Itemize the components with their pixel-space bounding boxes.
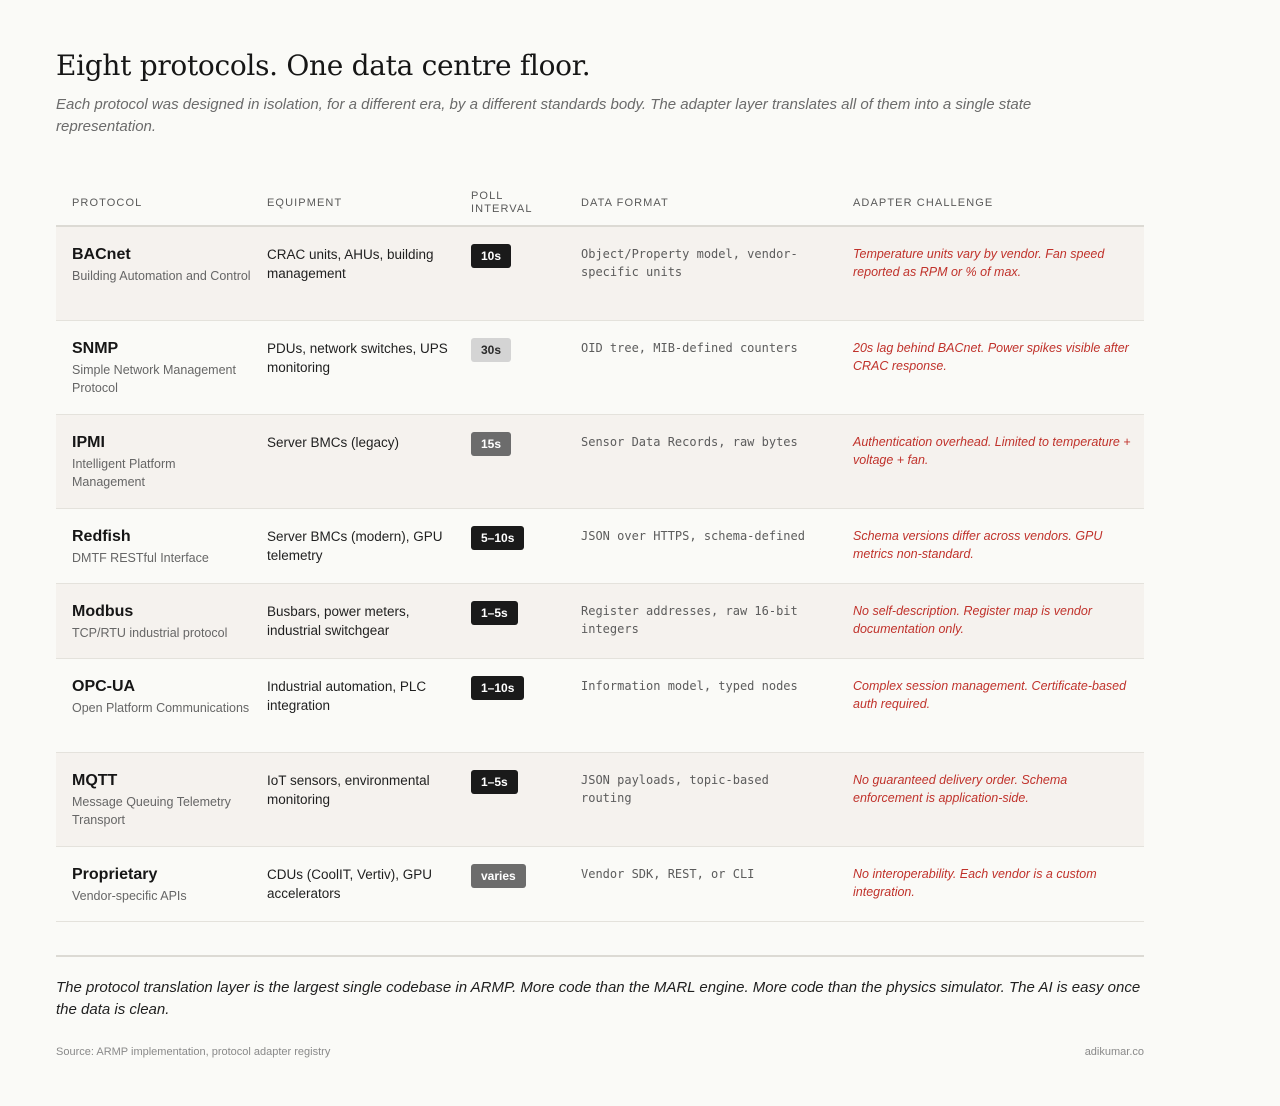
protocol-full-name: Message Queuing Telemetry Transport	[72, 794, 231, 827]
column-header-data-format: DATA FORMAT	[581, 181, 837, 226]
protocol-cell	[56, 752, 251, 846]
poll-interval-badge: 1–5s	[471, 601, 518, 625]
site-credit: adikumar.co	[1084, 1046, 1144, 1058]
protocol-full-name: TCP/RTU industrial protocol	[72, 625, 228, 640]
data-format-text: Sensor Data Records, raw bytes	[581, 434, 798, 449]
adapter-challenge-text: Temperature units vary by vendor. Fan speed reported as RPM or % of max.	[853, 247, 1105, 279]
data-format-text: Vendor SDK, REST, or CLI	[581, 866, 755, 881]
poll-interval-cell	[471, 583, 581, 658]
protocol-name: IPMI	[72, 433, 105, 451]
equipment-text: CDUs (CoolIT, Vertiv), GPU accelerators	[267, 866, 433, 901]
poll-interval-cell	[471, 508, 581, 583]
data-format-cell	[581, 846, 837, 921]
protocol-name: OPC-UA	[72, 677, 136, 695]
protocol-cell	[56, 583, 251, 658]
adapter-challenge-text: No self-description. Register map is vendor documentation only.	[853, 603, 1092, 636]
closing-note: The protocol translation layer is the largest single codebase in ARMP. More code than the MARL engine. More code than the physics simulator. The AI is easy once the data is clean.	[56, 979, 1141, 1018]
page-title: Eight protocols. One data centre floor.	[56, 49, 591, 82]
poll-interval-badge: 15s	[471, 432, 511, 456]
poll-interval-badge: 1–10s	[471, 676, 524, 700]
footer-divider	[56, 955, 1144, 957]
data-format-cell	[581, 752, 837, 846]
protocol-full-name: Simple Network Management Protocol	[72, 362, 236, 395]
adapter-challenge-text: Schema versions differ across vendors. GPU metrics non-standard.	[853, 528, 1103, 561]
poll-interval-badge: varies	[471, 864, 526, 888]
protocol-cell	[56, 320, 251, 414]
table-row	[56, 414, 1144, 508]
source-credit: Source: ARMP implementation, protocol adapter registry	[56, 1046, 331, 1058]
poll-interval-badge: 1–5s	[471, 770, 518, 794]
data-format-cell	[581, 508, 837, 583]
poll-interval-cell	[471, 658, 581, 752]
adapter-challenge-cell	[837, 752, 1144, 846]
adapter-challenge-text: No guaranteed delivery order. Schema enforcement is application-side.	[853, 772, 1068, 805]
data-format-text: Object/Property model, vendor-specific units	[581, 247, 798, 279]
adapter-challenge-text: No interoperability. Each vendor is a custom integration.	[853, 866, 1097, 899]
adapter-challenge-text: 20s lag behind BACnet. Power spikes visible after CRAC response.	[853, 340, 1129, 373]
table-header	[56, 181, 1144, 226]
equipment-text: PDUs, network switches, UPS monitoring	[267, 340, 448, 375]
equipment-text: Server BMCs (legacy)	[267, 434, 400, 450]
table-row	[56, 320, 1144, 414]
equipment-cell	[251, 320, 471, 414]
poll-interval-badge: 10s	[471, 244, 511, 268]
data-format-text: JSON payloads, topic-based routing	[581, 772, 769, 805]
adapter-challenge-cell	[837, 583, 1144, 658]
equipment-cell	[251, 846, 471, 921]
data-format-text: Information model, typed nodes	[581, 678, 798, 693]
protocol-name: MQTT	[72, 771, 118, 789]
data-format-cell	[581, 320, 837, 414]
equipment-text: Industrial automation, PLC integration	[267, 678, 427, 713]
protocol-cell	[56, 414, 251, 508]
protocol-name: Proprietary	[72, 865, 158, 883]
data-format-cell	[581, 226, 837, 320]
adapter-challenge-cell	[837, 508, 1144, 583]
table-row	[56, 583, 1144, 658]
protocol-cell	[56, 508, 251, 583]
adapter-challenge-text: Complex session management. Certificate-based auth required.	[853, 678, 1127, 711]
table-row	[56, 752, 1144, 846]
protocol-full-name: Building Automation and Control	[72, 269, 251, 283]
column-header-equipment: EQUIPMENT	[251, 181, 471, 226]
adapter-challenge-cell	[837, 414, 1144, 508]
data-format-cell	[581, 583, 837, 658]
data-format-text: Register addresses, raw 16-bit integers	[581, 603, 798, 636]
equipment-cell	[251, 226, 471, 320]
adapter-challenge-cell	[837, 320, 1144, 414]
column-header-poll-interval	[471, 181, 581, 226]
equipment-cell	[251, 752, 471, 846]
poll-interval-cell	[471, 414, 581, 508]
poll-interval-cell	[471, 846, 581, 921]
equipment-text: CRAC units, AHUs, building management	[267, 247, 434, 281]
protocol-full-name: Intelligent Platform Management	[72, 456, 176, 489]
data-format-cell	[581, 658, 837, 752]
protocol-name: Modbus	[72, 602, 134, 620]
data-format-cell	[581, 414, 837, 508]
equipment-cell	[251, 583, 471, 658]
equipment-text: Busbars, power meters, industrial switchgear	[267, 603, 410, 638]
adapter-challenge-cell	[837, 226, 1144, 320]
poll-interval-badge: 5–10s	[471, 526, 524, 550]
equipment-text: Server BMCs (modern), GPU telemetry	[267, 528, 443, 563]
table-row	[56, 226, 1144, 320]
adapter-challenge-text: Authentication overhead. Limited to temperature + voltage + fan.	[853, 434, 1131, 467]
equipment-cell	[251, 508, 471, 583]
adapter-challenge-cell	[837, 658, 1144, 752]
protocol-name: BACnet	[72, 246, 131, 263]
page-subtitle: Each protocol was designed in isolation, for a different era, by a different standards body. The adapter layer translates all of them into a single state representation.	[56, 96, 1032, 135]
table-row	[56, 658, 1144, 752]
poll-interval-cell	[471, 226, 581, 320]
protocol-cell	[56, 658, 251, 752]
poll-interval-badge: 30s	[471, 338, 511, 362]
column-header-protocol: PROTOCOL	[56, 181, 251, 226]
equipment-cell	[251, 658, 471, 752]
data-format-text: JSON over HTTPS, schema-defined	[581, 528, 805, 543]
protocol-name: SNMP	[72, 339, 119, 357]
protocol-full-name: DMTF RESTful Interface	[72, 550, 209, 565]
column-header-adapter-challenge: ADAPTER CHALLENGE	[837, 181, 1144, 226]
equipment-text: IoT sensors, environmental monitoring	[267, 772, 430, 807]
table-row	[56, 846, 1144, 921]
poll-interval-cell	[471, 752, 581, 846]
protocol-full-name: Vendor-specific APIs	[72, 888, 187, 903]
poll-interval-cell	[471, 320, 581, 414]
equipment-cell	[251, 414, 471, 508]
data-format-text: OID tree, MIB-defined counters	[581, 340, 798, 355]
protocol-cell	[56, 846, 251, 921]
table-body	[56, 226, 1144, 921]
protocol-full-name: Open Platform Communications	[72, 700, 250, 715]
table-row	[56, 508, 1144, 583]
protocol-cell	[56, 226, 251, 320]
protocol-table	[56, 181, 1144, 922]
adapter-challenge-cell	[837, 846, 1144, 921]
column-header-poll-interval-label: POLL INTERVAL	[471, 190, 533, 215]
protocol-name: Redfish	[72, 527, 131, 545]
